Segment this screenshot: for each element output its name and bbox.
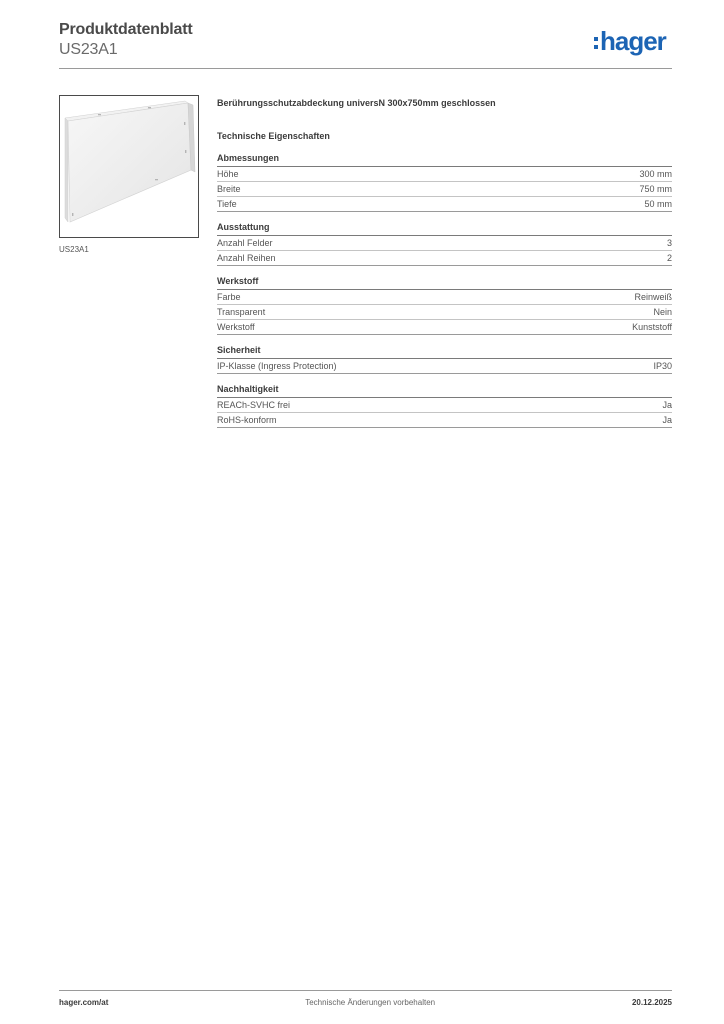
spec-label: Breite (217, 184, 241, 194)
spec-value: 300 mm (639, 169, 672, 179)
spec-value: 750 mm (639, 184, 672, 194)
spec-label: Anzahl Reihen (217, 253, 276, 263)
document-header (59, 20, 193, 60)
hager-logo[interactable] (594, 26, 666, 56)
spec-group-title: Nachhaltigkeit (217, 382, 672, 398)
spec-value: Nein (653, 307, 672, 317)
spec-label: Anzahl Felder (217, 238, 273, 248)
technical-properties-title: Technische Eigenschaften (217, 131, 330, 141)
header-divider (59, 68, 672, 69)
spec-value: 2 (666, 253, 672, 263)
spec-row (217, 398, 672, 413)
spec-value: Ja (662, 400, 672, 410)
product-image-frame (59, 95, 199, 238)
spec-group-abmessungen (217, 151, 672, 212)
spec-value: IP30 (653, 361, 672, 371)
footer-note: Technische Änderungen vorbehalten (305, 998, 436, 1007)
spec-value: Ja (662, 415, 672, 425)
datasheet-content (217, 96, 672, 428)
footer-date: 20.12.2025 (631, 998, 672, 1007)
spec-label: Tiefe (217, 199, 237, 209)
spec-value: Reinweiß (634, 292, 672, 302)
footer-url-link[interactable]: hager.com/at (59, 998, 109, 1007)
image-caption: US23A1 (59, 245, 89, 254)
spec-group-nachhaltigkeit (217, 382, 672, 428)
spec-row (217, 167, 672, 182)
spec-group-ausstattung (217, 220, 672, 266)
spec-row (217, 251, 672, 266)
spec-label: RoHS-konform (217, 415, 277, 425)
spec-label: IP-Klasse (Ingress Protection) (217, 361, 337, 371)
spec-group-title: Sicherheit (217, 343, 672, 359)
spec-value: Kunststoff (632, 322, 672, 332)
logo-text: hager (600, 26, 666, 56)
spec-label: REACh-SVHC frei (217, 400, 291, 410)
spec-row (217, 290, 672, 305)
spec-label: Transparent (217, 307, 266, 317)
spec-group-title: Ausstattung (217, 220, 672, 236)
spec-group-werkstoff (217, 274, 672, 335)
product-image (60, 96, 198, 237)
spec-row (217, 197, 672, 212)
logo-colon-icon (594, 37, 598, 49)
product-description: Berührungsschutzabdeckung universN 300x750mm geschlossen (217, 98, 496, 108)
spec-row (217, 413, 672, 428)
spec-row (217, 236, 672, 251)
spec-group-sicherheit (217, 343, 672, 374)
spec-value: 3 (666, 238, 672, 248)
document-footer (59, 998, 672, 1007)
footer-divider (59, 990, 672, 991)
spec-label: Werkstoff (217, 322, 255, 332)
spec-row (217, 359, 672, 374)
spec-group-title: Abmessungen (217, 151, 672, 167)
spec-label: Farbe (217, 292, 241, 302)
spec-row (217, 182, 672, 197)
document-title: Produktdatenblatt (59, 21, 193, 38)
spec-value: 50 mm (644, 199, 672, 209)
spec-group-title: Werkstoff (217, 274, 672, 290)
spec-row (217, 320, 672, 335)
product-code: US23A1 (59, 41, 118, 58)
spec-label: Höhe (217, 169, 239, 179)
spec-row (217, 305, 672, 320)
